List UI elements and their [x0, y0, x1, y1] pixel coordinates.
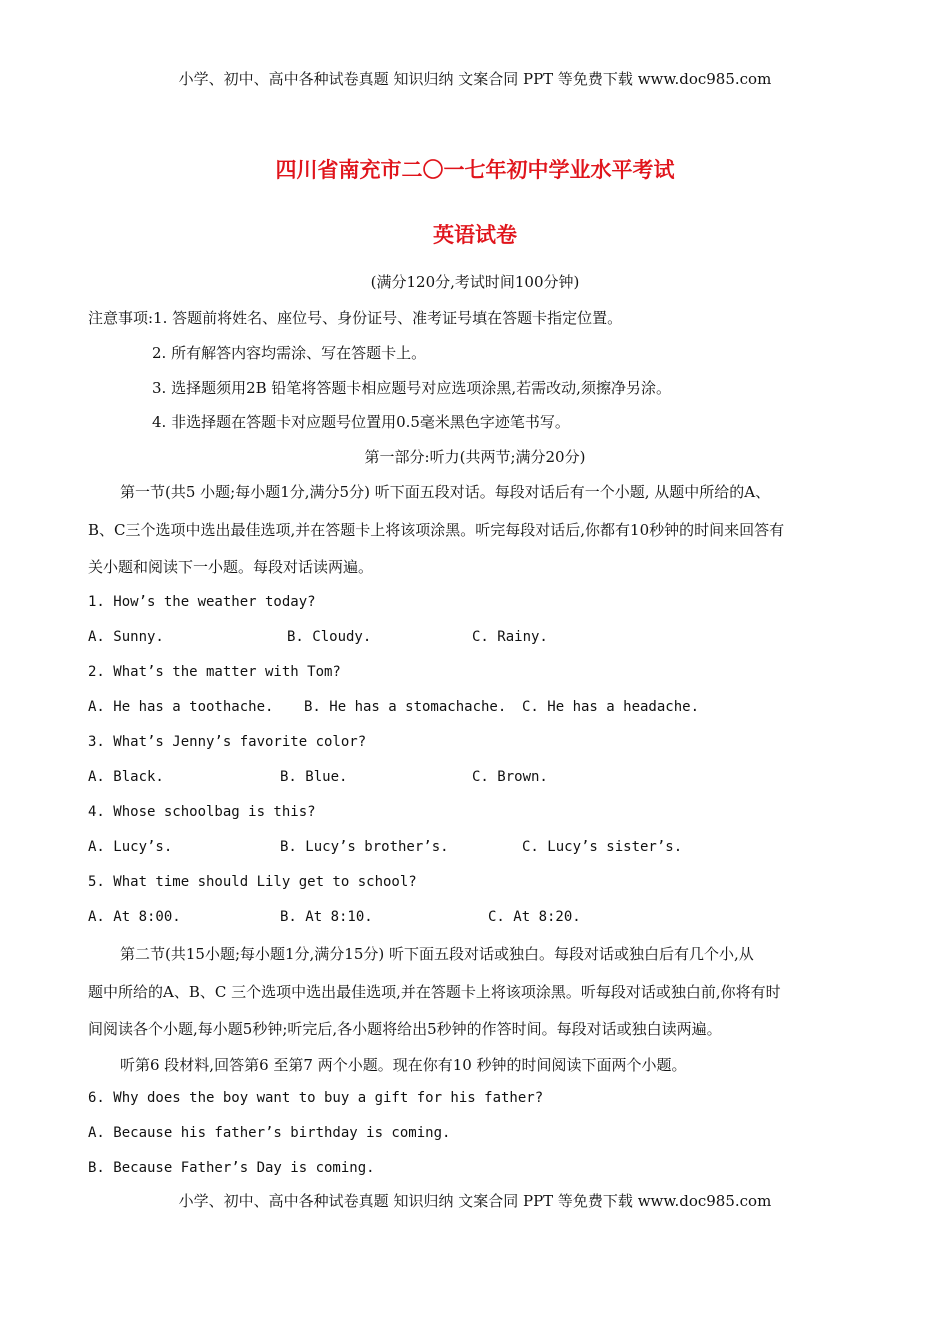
- question-6-stem: 6. Why does the boy want to buy a gift for his father?: [88, 1090, 544, 1106]
- note-4: 4. 非选择题在答题卡对应题号位置用0.5毫米黑色字迹笔书写。: [152, 413, 570, 431]
- part1-title: 第一部分:听力(共两节;满分20分): [364, 448, 586, 466]
- question-2-stem: 2. What’s the matter with Tom?: [88, 664, 341, 680]
- question-4-option-b: B. Lucy’s brother’s.: [280, 839, 449, 855]
- section2-line-1: 第二节(共15小题;每小题1分,满分15分) 听下面五段对话或独白。每段对话或独白后有几个小,从: [120, 945, 754, 963]
- question-3-option-b: B. Blue.: [280, 769, 348, 785]
- section2-line-3: 间阅读各个小题,每小题5秒钟;听完后,各小题将给出5秒钟的作答时间。每段对话或独白读两遍。: [88, 1020, 722, 1038]
- question-2-option-b: B. He has a stomachache.: [304, 699, 507, 715]
- question-3-option-c: C. Brown.: [472, 769, 548, 785]
- question-4-option-a: A. Lucy’s.: [88, 839, 173, 855]
- question-2-option-c: C. He has a headache.: [522, 699, 700, 715]
- question-6-option-b: B. Because Father’s Day is coming.: [88, 1160, 375, 1176]
- section2-line-2: 题中所给的A、B、C 三个选项中选出最佳选项,并在答题卡上将该项涂黑。听每段对话或独白前,你将有时: [88, 983, 781, 1001]
- question-3-stem: 3. What’s Jenny’s favorite color?: [88, 734, 367, 750]
- page-header: 小学、初中、高中各种试卷真题 知识归纳 文案合同 PPT 等免费下载 www.doc985.com: [178, 70, 772, 88]
- note-2: 2. 所有解答内容均需涂、写在答题卡上。: [152, 344, 427, 362]
- question-6-option-a: A. Because his father’s birthday is coming.: [88, 1125, 451, 1141]
- instruction-material-6: 听第6 段材料,回答第6 至第7 两个小题。现在你有10 秒钟的时间阅读下面两个小题。: [120, 1056, 687, 1074]
- question-1-option-a: A. Sunny.: [88, 629, 164, 645]
- question-1-option-b: B. Cloudy.: [287, 629, 372, 645]
- section1-line-3: 关小题和阅读下一小题。每段对话读两遍。: [88, 558, 374, 576]
- exam-subtitle: 英语试卷: [433, 222, 517, 247]
- question-5-option-a: A. At 8:00.: [88, 909, 181, 925]
- question-2-option-a: A. He has a toothache.: [88, 699, 274, 715]
- note-3: 3. 选择题须用2B 铅笔将答题卡相应题号对应选项涂黑,若需改动,须擦净另涂。: [152, 379, 671, 397]
- question-5-option-b: B. At 8:10.: [280, 909, 373, 925]
- question-1-option-c: C. Rainy.: [472, 629, 548, 645]
- question-1-stem: 1. How’s the weather today?: [88, 594, 316, 610]
- section1-line-1: 第一节(共5 小题;每小题1分,满分5分) 听下面五段对话。每段对话后有一个小题, 从题中所给的A、: [120, 483, 771, 501]
- question-3-option-a: A. Black.: [88, 769, 164, 785]
- question-5-stem: 5. What time should Lily get to school?: [88, 874, 417, 890]
- exam-title: 四川省南充市二〇一七年初中学业水平考试: [275, 157, 675, 182]
- note-1: 注意事项:1. 答题前将姓名、座位号、身份证号、准考证号填在答题卡指定位置。: [88, 309, 623, 327]
- question-4-stem: 4. Whose schoolbag is this?: [88, 804, 316, 820]
- page-footer: 小学、初中、高中各种试卷真题 知识归纳 文案合同 PPT 等免费下载 www.doc985.com: [178, 1192, 772, 1210]
- section1-line-2: B、C三个选项中选出最佳选项,并在答题卡上将该项涂黑。听完每段对话后,你都有10秒钟的时间来回答有: [88, 521, 785, 539]
- question-5-option-c: C. At 8:20.: [488, 909, 581, 925]
- score-info: (满分120分,考试时间100分钟): [370, 273, 580, 291]
- question-4-option-c: C. Lucy’s sister’s.: [522, 839, 683, 855]
